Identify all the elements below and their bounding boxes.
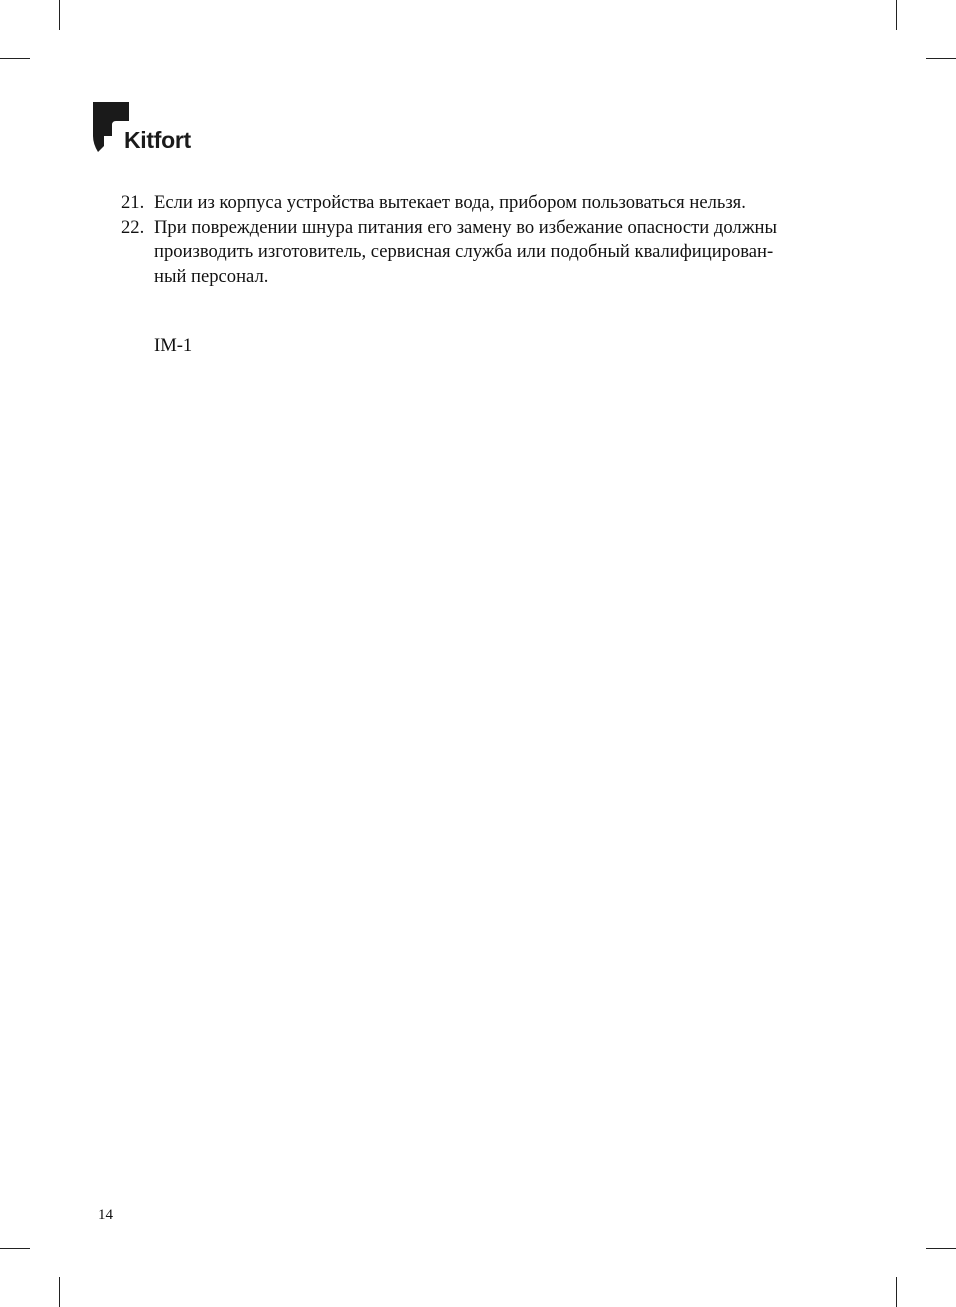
crop-mark-top-right-vertical — [896, 0, 897, 30]
safety-instructions-list — [121, 191, 841, 289]
crop-mark-top-left-vertical — [59, 0, 60, 30]
item-text-line: При повреждении шнура питания его замену во избежание опасности должны — [154, 216, 777, 238]
crop-mark-top-left-horizontal — [0, 58, 30, 59]
page-number: 14 — [98, 1207, 113, 1223]
model-code: IM-1 — [154, 335, 193, 356]
kitfort-logo — [92, 100, 212, 158]
crop-mark-bottom-right-horizontal — [926, 1248, 956, 1249]
item-text: Если из корпуса устройства вытекает вода, прибором пользоваться нельзя. — [154, 192, 746, 213]
item-text-line: производить изготовитель, сервисная служба или подобный квалифицирован- — [154, 241, 774, 262]
list-item — [121, 191, 841, 216]
list-item — [121, 216, 841, 290]
logo-wordmark: Kitfort — [124, 127, 191, 153]
crop-mark-bottom-left-vertical — [59, 1277, 60, 1307]
crop-mark-bottom-right-vertical — [896, 1277, 897, 1307]
crop-mark-top-right-horizontal — [926, 58, 956, 59]
crop-mark-bottom-left-horizontal — [0, 1248, 30, 1249]
item-number: 22. — [121, 216, 145, 238]
item-text-line: ный персонал. — [154, 265, 269, 287]
item-number: 21. — [121, 192, 145, 213]
